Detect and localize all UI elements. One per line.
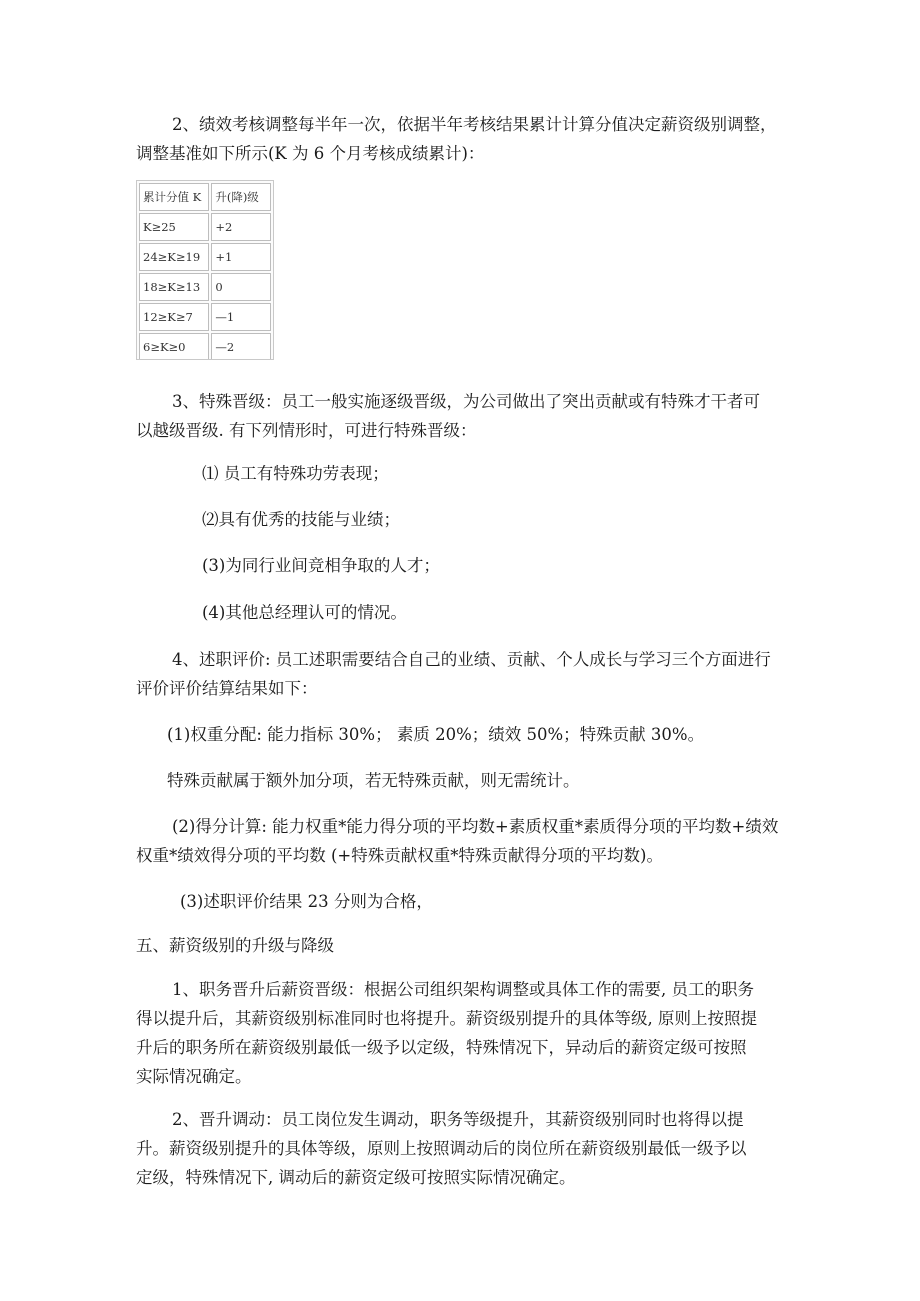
table-cell: 12≥K≥7 <box>139 303 209 331</box>
paragraph-special-promotion-line2: 以越级晋级. 有下列情形时，可进行特殊晋级： <box>136 421 477 440</box>
table-row <box>139 213 271 241</box>
table-cell: —1 <box>211 303 271 331</box>
section-heading: 五、薪资级别的升级与降级 <box>136 936 334 955</box>
list-item: (3)为同行业间竞相争取的人才； <box>202 556 440 575</box>
paragraph-special-promotion-line1: 3、特殊晋级：员工一般实施逐级晋级，为公司做出了突出贡献或有特殊才干者可 <box>172 392 760 411</box>
table-row <box>139 243 271 271</box>
paragraph-transfer-line1: 2、晋升调动：员工岗位发生调动，职务等级提升，其薪资级别同时也将得以提 <box>172 1110 744 1129</box>
paragraph-review-line2: 评价评价结算结果如下： <box>136 679 318 698</box>
table-row <box>139 273 271 301</box>
paragraph-job-promotion-line3: 升后的职务所在薪资级别最低一级予以定级，特殊情况下，异动后的薪资定级可按照 <box>136 1038 747 1057</box>
table-cell: 18≥K≥13 <box>139 273 209 301</box>
pass-criterion: (3)述职评价结果 23 分则为合格， <box>180 892 433 911</box>
table-cell: 0 <box>211 273 271 301</box>
paragraph-job-promotion-line1: 1、职务晋升后薪资晋级：根据公司组织架构调整或具体工作的需要, 员工的职务 <box>172 980 754 999</box>
paragraph-transfer-line2: 升。薪资级别提升的具体等级，原则上按照调动后的岗位所在薪资级别最低一级予以 <box>136 1139 747 1158</box>
score-calculation-line1: (2)得分计算: 能力权重*能力得分项的平均数+素质权重*素质得分项的平均数+绩效 <box>172 817 779 836</box>
weight-allocation: (1)权重分配: 能力指标 30%； 素质 20%；绩效 50%；特殊贡献 30%。 <box>167 725 705 744</box>
paragraph-review-line1: 4、述职评价: 员工述职需要结合自己的业绩、贡献、个人成长与学习三个方面进行 <box>172 650 771 669</box>
table-cell: K≥25 <box>139 213 209 241</box>
table-cell: 6≥K≥0 <box>139 333 209 360</box>
table-cell: 24≥K≥19 <box>139 243 209 271</box>
score-adjustment-table <box>136 180 274 360</box>
list-item: (4)其他总经理认可的情况。 <box>202 603 407 622</box>
paragraph-performance-line2: 调整基准如下所示(K 为 6 个月考核成绩累计)： <box>136 144 485 163</box>
table-header-row <box>139 183 271 211</box>
table-header-cell: 累计分值 K <box>139 183 209 211</box>
paragraph-performance-line1: 2、绩效考核调整每半年一次，依据半年考核结果累计计算分值决定薪资级别调整， <box>172 115 777 134</box>
list-item: ⑴ 员工有特殊功劳表现； <box>202 464 389 483</box>
paragraph-job-promotion-line2: 得以提升后，其薪资级别标准同时也将提升。薪资级别提升的具体等级, 原则上按照提 <box>136 1009 757 1028</box>
score-calculation-line2: 权重*绩效得分项的平均数 (+特殊贡献权重*特殊贡献得分项的平均数)。 <box>136 846 663 865</box>
extra-points-note: 特殊贡献属于额外加分项，若无特殊贡献，则无需统计。 <box>167 771 580 790</box>
table-row <box>139 333 271 360</box>
list-item: ⑵具有优秀的技能与业绩； <box>202 510 400 529</box>
table-cell: +1 <box>211 243 271 271</box>
table-cell: +2 <box>211 213 271 241</box>
table-row <box>139 303 271 331</box>
table-header-cell: 升(降)级 <box>211 183 271 211</box>
table-cell: —2 <box>211 333 271 360</box>
paragraph-transfer-line3: 定级，特殊情况下, 调动后的薪资定级可按照实际情况确定。 <box>136 1168 576 1187</box>
paragraph-job-promotion-line4: 实际情况确定。 <box>136 1067 252 1086</box>
